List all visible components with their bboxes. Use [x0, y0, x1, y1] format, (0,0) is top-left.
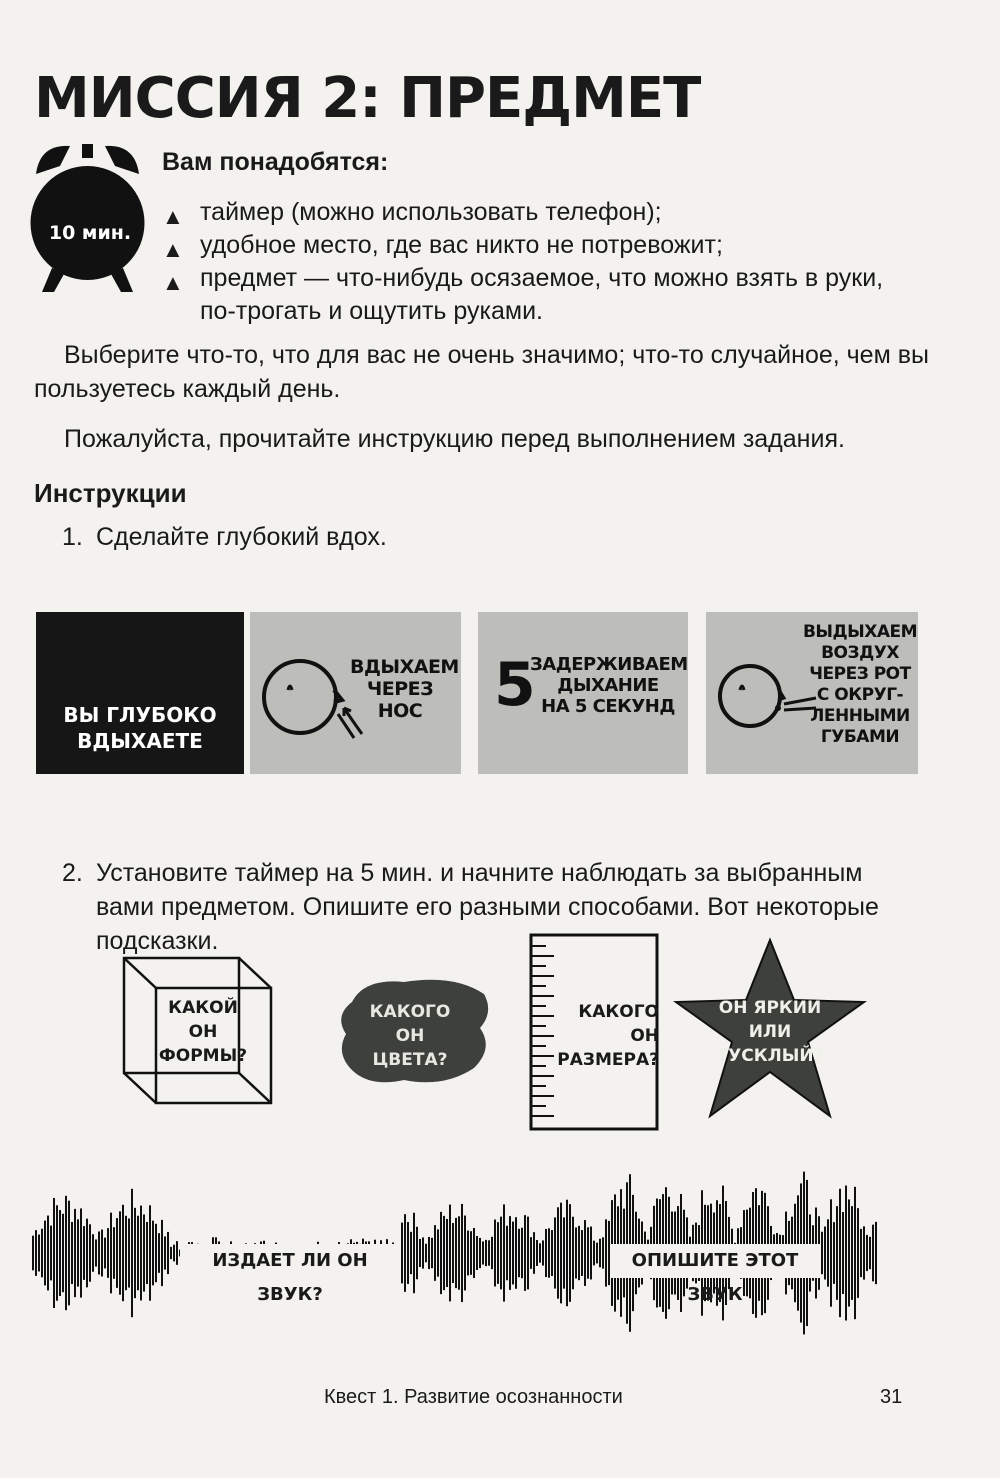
needs-item: ▲ удобное место, где вас никто не потревожит;	[162, 229, 922, 262]
sound-question: ИЗДАЕТ ЛИ ОН ЗВУК?	[180, 1244, 400, 1278]
page-title: МИССИЯ 2: ПРЕДМЕТ	[34, 66, 701, 131]
instructions-heading: Инструкции	[34, 478, 187, 508]
hint-color: КАКОГО ОН ЦВЕТА?	[369, 1002, 451, 1070]
needs-heading: Вам понадобятся:	[162, 148, 389, 176]
step-2: 2. Установите таймер на 5 мин. и начните наблюдать за выбранным вами предметом. Опишите его разными способами. Вот некоторые подсказки.	[62, 859, 879, 955]
triangle-bullet-icon: ▲	[162, 237, 184, 262]
triangle-bullet-icon: ▲	[162, 204, 184, 229]
breath-panel-inhale-nose: ВДЫХАЕМ ЧЕРЕЗ НОС	[250, 612, 461, 774]
breath-panel-exhale-mouth: ВЫДЫХАЕМ ВОЗДУХ ЧЕРЕЗ РОТ С ОКРУГ- ЛЕННЫМИ ГУБАМИ	[706, 612, 918, 774]
breath-panel-inhale-deep: ВЫ ГЛУБОКО ВДЫХАЕТЕ	[36, 612, 244, 774]
footer-chapter: Квест 1. Развитие осознанности	[324, 1386, 623, 1408]
hint-brightness: ОН ЯРКИЙ ИЛИ ТУСКЛЫЙ?	[716, 998, 824, 1066]
breath-panel-hold: 5 ЗАДЕРЖИВАЕМ ДЫХАНИЕ НА 5 СЕКУНД	[478, 612, 688, 774]
sound-describe-prompt: ОПИШИТЕ ЭТОТ ЗВУК	[610, 1244, 820, 1278]
triangle-bullet-icon: ▲	[162, 270, 184, 295]
needs-list	[162, 196, 922, 328]
needs-item: ▲ таймер (можно использовать телефон);	[162, 196, 922, 229]
hint-size: КАКОГО ОН РАЗМЕРА?	[557, 1002, 659, 1070]
intro-paragraph: Выберите что-то, что для вас не очень значимо; что-то случайное, чем вы пользуетесь каждый день.	[34, 341, 929, 403]
hint-shape: КАКОЙ ОН ФОРМЫ?	[158, 998, 248, 1066]
clock-duration: 10 мин.	[48, 222, 132, 244]
step-1: 1. Сделайте глубокий вдох.	[62, 523, 387, 551]
page-number: 31	[880, 1386, 903, 1408]
needs-item: ▲ предмет — что-нибудь осязаемое, что можно взять в руки, по-трогать и ощутить руками.	[162, 264, 884, 325]
alarm-clock-icon	[30, 136, 145, 296]
read-first-paragraph: Пожалуйста, прочитайте инструкцию перед выполнением задания.	[64, 425, 845, 453]
